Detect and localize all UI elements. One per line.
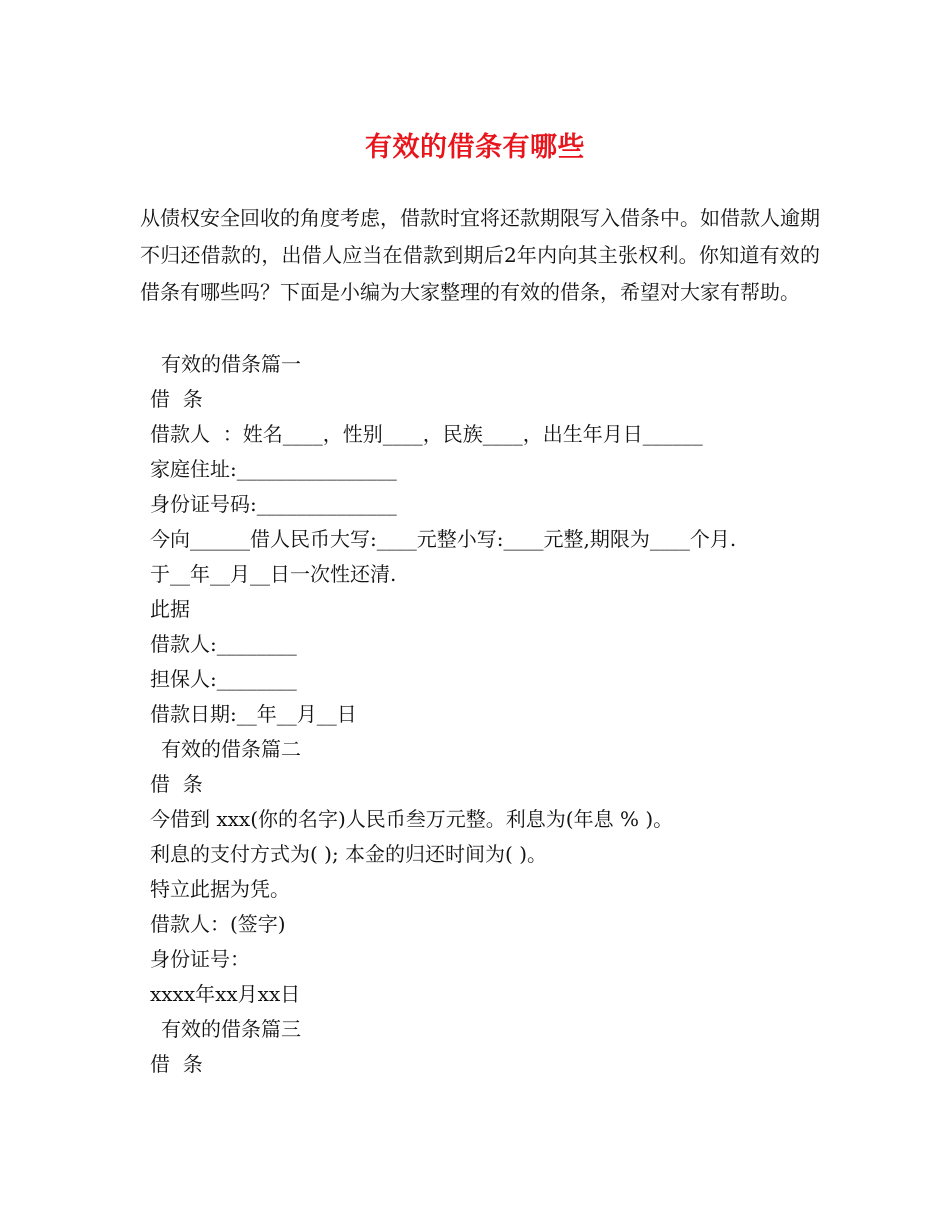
document-body (150, 347, 850, 1082)
body-line: 今借到 xxx(你的名字)人民币叁万元整。利息为(年息 % )。 (150, 807, 674, 831)
body-line: 此据 (150, 597, 190, 621)
body-line: 借款人：(签字) (150, 912, 286, 936)
section-heading: 有效的借条篇一 (161, 352, 301, 376)
body-line: 借 条 (150, 387, 203, 411)
body-line: 身份证号码:______________ (150, 492, 397, 516)
section-heading: 有效的借条篇二 (161, 737, 301, 761)
body-line: 借 条 (150, 1052, 203, 1076)
body-line: 担保人:________ (150, 667, 297, 691)
body-line: 借款人:________ (150, 632, 297, 656)
body-line: 家庭住址:________________ (150, 457, 397, 481)
body-line: 利息的支付方式为( ); 本金的归还时间为( )。 (150, 842, 548, 866)
body-line: 借 条 (150, 772, 203, 796)
section-heading: 有效的借条篇三 (161, 1017, 301, 1041)
body-line: xxxx年xx月xx日 (150, 982, 301, 1006)
body-line: 借款日期:__年__月__日 (150, 702, 357, 726)
document-title: 有效的借条有哪些 (365, 132, 585, 163)
body-line: 身份证号： (150, 947, 250, 971)
intro-paragraph: 从债权安全回收的角度考虑，借款时宜将还款期限写入借条中。如借款人逾期不归还借款的，出借人应当在借款到期后2年内向其主张权利。你知道有效的借条有哪些吗？下面是小编为大家整理的有效的借条，希望对大家有帮助。 (140, 206, 820, 304)
body-line: 特立此据为凭。 (150, 877, 290, 901)
body-line: 借款人 ：姓名____，性别____，民族____，出生年月日______ (150, 422, 703, 446)
body-line: 于__年__月__日一次性还清. (150, 562, 397, 586)
body-line: 今向______借人民币大写:____元整小写:____元整,期限为____个月. (150, 527, 737, 551)
